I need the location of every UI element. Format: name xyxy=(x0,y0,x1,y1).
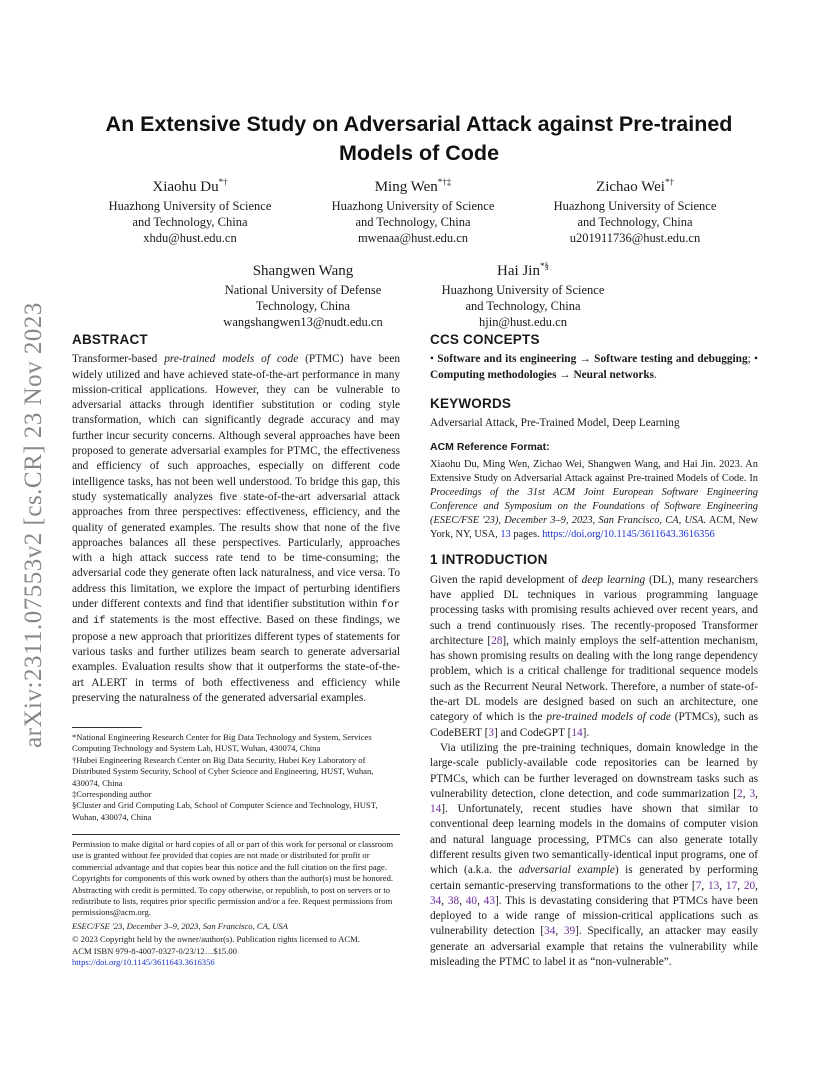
doi-link[interactable]: https://doi.org/10.1145/3611643.3616356 xyxy=(72,957,215,968)
citation[interactable]: 38 xyxy=(447,894,460,907)
citation[interactable]: 14 xyxy=(430,803,442,816)
author-affiliation: Huazhong University of Science xyxy=(553,199,717,213)
abstract-section xyxy=(72,332,400,706)
author-affiliation: and Technology, China xyxy=(132,215,248,229)
citation[interactable]: 34 xyxy=(430,894,442,907)
citation[interactable]: 14 xyxy=(571,726,583,739)
citation[interactable]: 40 xyxy=(465,894,478,907)
intro-paragraph-1: Given the rapid development of deep learning (DL), many researchers have applied DL techniques in various programming language processing tasks with promising results achieved over recent years, and such a trend continuously rises. The recently-proposed Transformer architecture [28], which mainly employs the self-attention mechanism, has shown promising results on dealing with the long range dependency problem, which is a critical challenge for traditional sequence models such as the Recurrent Neural Network. Therefore, a number of state-of-the-art DL models are designed based on such an architecture, one category of which is the pre-trained models of code (PTMCs), such as CodeBERT [3] and CodeGPT [14]. xyxy=(430,573,758,739)
author-email[interactable]: xhdu@hust.edu.cn xyxy=(143,231,237,245)
ccs-concepts: • Software and its engineering → Software testing and debugging; • Computing methodologies → Neural networks. xyxy=(430,353,758,381)
citation[interactable]: 7 xyxy=(695,879,702,892)
author-email[interactable]: hjin@hust.edu.cn xyxy=(479,315,567,329)
author-affiliation: and Technology, China xyxy=(355,215,471,229)
abstract-heading: ABSTRACT xyxy=(72,332,148,347)
paper-title xyxy=(70,110,768,168)
acm-reference-text: Xiaohu Du, Ming Wen, Zichao Wei, Shangwen Wang, and Hai Jin. 2023. An Extensive Study on Adversarial Attack against Pre-trained Models of Code. In Proceedings of the 31st ACM Joint European Software Engineering Conference and Symposium on the Foundations of Software Engineering (ESEC/FSE '23), December 3–9, 2023, San Francisco, CA, USA. ACM, New York, NY, USA, 13 pages. https://doi.org/10.1145/3611643.3616356 xyxy=(430,458,758,541)
arxiv-identifier-stamp xyxy=(14,290,54,760)
keywords-heading: KEYWORDS xyxy=(430,395,512,411)
keywords-text: Adversarial Attack, Pre-Trained Model, Deep Learning xyxy=(430,417,680,430)
footnote-divider xyxy=(72,727,142,728)
pages-link[interactable]: 13 xyxy=(500,529,511,541)
intro-paragraph-2: Via utilizing the pre-training techniques, domain knowledge in the large-scale publicly-available code repositories can be learned by PTMCs, which can be further leveraged on downstream tasks such as vulnerability detection, clone detection, and code summarization [2, 3, 14]. Unfortunately, recent studies have shown that similar to conventional deep learning models in the domains of computer vision and natural language processing, PTMCs can also generate totally different results given two semantically-identical input programs, one of which (a.k.a. the adversarial example) is generated by performing certain semantic-preserving transformations to the other [7, 13, 17, 20, 34, 38, 40, 43]. This is devastating considering that PTMCs have been deployed to a wide range of mission-critical applications such as vulnerability detection [34, 39]. Specifically, an attacker may easily generate an adversarial example that retains the vulnerability while misleading the PTMC to label it as “non-vulnerable”. xyxy=(430,741,758,969)
author-block-4 xyxy=(205,256,401,330)
isbn-line: ACM ISBN 979-8-4007-0327-0/23/12…$15.00 xyxy=(72,945,237,956)
right-column xyxy=(430,332,758,970)
author-email[interactable]: wangshangwen13@nudt.edu.cn xyxy=(223,315,383,329)
title-line-2: Models of Code xyxy=(338,141,500,165)
author-affiliation: Huazhong University of Science xyxy=(441,283,605,297)
abstract-body: Transformer-based pre-trained models of code (PTMC) have been widely utilized and have achieved state-of-the-art performance in many mission-critical applications. However, they can be vulnerable to adversarial attacks through identifier substitution or coding style transformation, which can significantly degrade accuracy and may further incur security concerns. Although several approaches have been proposed to generate adversarial examples for PTMC, the effectiveness and efficiency of such approaches, especially on different code intelligence tasks, has not been well understood. To bridge this gap, this study systematically analyzes five state-of-the-art adversarial attack approaches from three perspectives: effectiveness, efficiency, and the quality of generated examples. The results show that none of the five approaches balances all these perspectives. Particularly, approaches with a high attack success rate tend to be time-consuming; the adversarial code they generate often lack naturalness, and vice versa. To address this limitation, we explore the impact of perturbing identifiers under different contexts and find that identifier substitution within for and if statements is the most effective. Based on these findings, we propose a new approach that prioritizes different types of statements for various tasks and further utilizes beam search to generate adversarial examples. Evaluation results show that it outperforms the state-of-the-art ALERT in terms of both effectiveness and efficiency while preserving the naturalness of the generated adversarial examples. xyxy=(72,353,400,704)
citation[interactable]: 20 xyxy=(743,879,756,892)
citation[interactable]: 17 xyxy=(725,879,738,892)
permission-divider xyxy=(72,834,400,835)
author-affiliation: Technology, China xyxy=(255,299,351,313)
author-email[interactable]: u201911736@hust.edu.cn xyxy=(569,231,701,245)
code-keyword-if: if xyxy=(92,615,106,628)
footnote: ‡Corresponding author xyxy=(72,789,152,800)
citation[interactable]: 39 xyxy=(563,925,576,938)
author-marks: *†‡ xyxy=(437,177,452,187)
citation[interactable]: 34 xyxy=(544,925,556,938)
citation[interactable]: 3 xyxy=(488,726,495,739)
citation[interactable]: 13 xyxy=(707,879,720,892)
footnote: *National Engineering Research Center for Big Data Technology and System, Services Computing Technology and System Lab, HUST, Wuhan, 430074, China xyxy=(72,732,372,754)
introduction-heading: 1 INTRODUCTION xyxy=(430,552,548,568)
author-affiliation: and Technology, China xyxy=(577,215,693,229)
permission-text: Permission to make digital or hard copies of all or part of this work for personal or classroom use is granted without fee provided that copies are not made or distributed for profit or commercial advantage and that copies bear this notice and the full citation on the first page. Copyrights for components of this work owned by others than the author(s) must be honored. Abstracting with credit is permitted. To copy otherwise, or republish, to post on servers or to redistribute to lists, requires prior specific permission and/or a fee. Request permissions from permissions@acm.org. xyxy=(72,839,394,918)
ccs-heading: CCS CONCEPTS xyxy=(430,332,540,347)
copyright-line: © 2023 Copyright held by the owner/author(s). Publication rights licensed to ACM. xyxy=(72,934,360,945)
code-keyword-for: for xyxy=(381,599,400,612)
author-block-3 xyxy=(540,172,730,246)
venue-line: ESEC/FSE '23, December 3–9, 2023, San Francisco, CA, USA xyxy=(72,920,288,931)
author-marks: *§ xyxy=(539,261,549,271)
arxiv-id-text: arXiv:2311.07553v2 [cs.CR] 23 Nov 2023 xyxy=(20,302,47,748)
author-name: Shangwen Wang xyxy=(252,263,354,279)
author-affiliation: and Technology, China xyxy=(465,299,581,313)
author-block-1 xyxy=(95,172,285,246)
citation[interactable]: 2 xyxy=(737,787,743,800)
author-affiliation: Huazhong University of Science xyxy=(331,199,495,213)
author-marks: *† xyxy=(664,177,674,187)
citation[interactable]: 3 xyxy=(749,787,756,800)
author-affiliation: Huazhong University of Science xyxy=(108,199,272,213)
citation[interactable]: 43 xyxy=(483,894,495,907)
title-line-1: An Extensive Study on Adversarial Attack against Pre-trained xyxy=(105,112,733,136)
footnote: †Hubei Engineering Research Center on Big Data Security, Hubei Key Laboratory of Distributed System Security, School of Cyber Science and Engineering, HUST, Wuhan, 430074, China xyxy=(72,754,374,788)
author-marks: *† xyxy=(218,177,228,187)
author-name: Ming Wen xyxy=(374,179,438,195)
author-block-2 xyxy=(318,172,508,246)
affiliation-footnotes xyxy=(72,727,400,823)
author-name: Zichao Wei xyxy=(596,179,665,195)
acm-doi-link[interactable]: https://doi.org/10.1145/3611643.3616356 xyxy=(542,529,715,541)
author-email[interactable]: mwenaa@hust.edu.cn xyxy=(357,231,469,245)
footnote: §Cluster and Grid Computing Lab, School of Computer Science and Technology, HUST, Wuhan, 430074, China xyxy=(72,800,378,822)
acm-ref-heading: ACM Reference Format: xyxy=(430,441,550,454)
author-name: Hai Jin xyxy=(497,263,540,279)
citation[interactable]: 28 xyxy=(491,634,503,647)
author-affiliation: National University of Defense xyxy=(224,283,382,297)
author-block-5 xyxy=(428,256,618,330)
permission-block xyxy=(72,834,400,968)
author-name: Xiaohu Du xyxy=(152,179,219,195)
